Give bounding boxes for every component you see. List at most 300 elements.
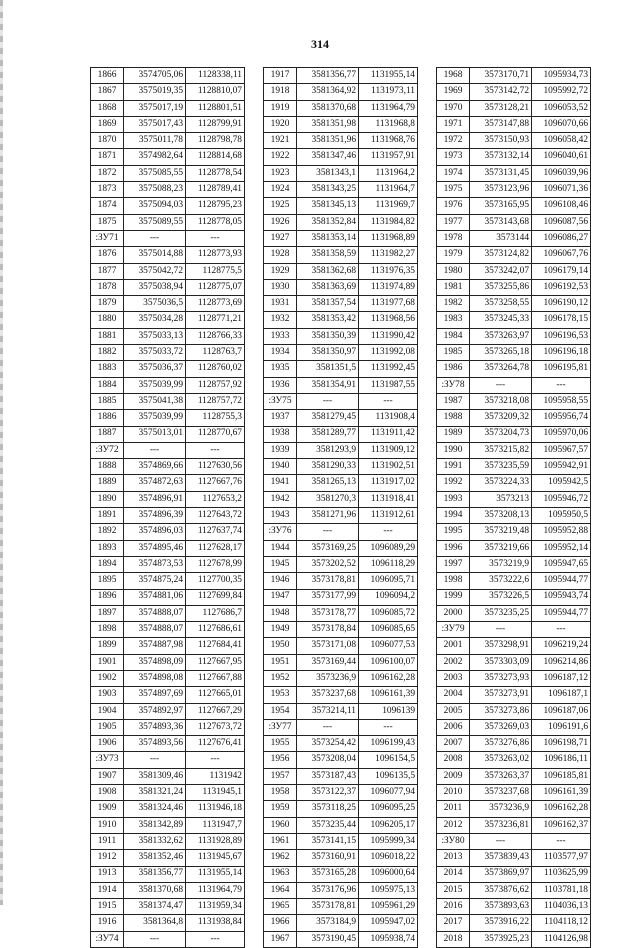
y-coordinate-cell: 1127678,99 [186, 556, 245, 572]
table-row [264, 345, 418, 361]
point-number-cell: 1964 [264, 882, 297, 898]
x-coordinate-cell: 3573242,07 [470, 263, 532, 279]
y-coordinate-cell: 1096214,86 [532, 654, 591, 670]
table-row [264, 524, 418, 540]
y-coordinate-cell: 1131982,27 [359, 247, 418, 263]
x-coordinate-cell: 3573202,52 [297, 556, 359, 572]
table-row [91, 817, 245, 833]
y-coordinate-cell: 1131912,61 [359, 508, 418, 524]
y-coordinate-cell: 1096162,28 [532, 801, 591, 817]
table-row [91, 328, 245, 344]
table-row [91, 361, 245, 377]
y-coordinate-cell: 1096086,27 [532, 230, 591, 246]
x-coordinate-cell: 3581363,69 [297, 279, 359, 295]
table-row [91, 524, 245, 540]
point-number-cell: 1890 [91, 491, 124, 507]
y-coordinate-cell: 1096040,61 [532, 149, 591, 165]
point-number-cell: :ЗУ76 [264, 524, 297, 540]
point-number-cell: :ЗУ79 [437, 622, 470, 638]
y-coordinate-cell: 1096118,29 [359, 556, 418, 572]
point-number-cell: 1924 [264, 182, 297, 198]
point-number-cell: 1921 [264, 133, 297, 149]
table-row [437, 785, 591, 801]
x-coordinate-cell: 3573298,91 [470, 638, 532, 654]
table-row [437, 410, 591, 426]
y-coordinate-cell: --- [532, 833, 591, 849]
table-row [437, 84, 591, 100]
x-coordinate-cell: 3573147,88 [470, 116, 532, 132]
point-number-cell: 1938 [264, 426, 297, 442]
point-number-cell: 1874 [91, 198, 124, 214]
y-coordinate-cell: 1131908,4 [359, 410, 418, 426]
table-row [91, 866, 245, 882]
point-number-cell: 1920 [264, 116, 297, 132]
table-row [264, 866, 418, 882]
table-row [264, 149, 418, 165]
table-row [91, 68, 245, 84]
table-row [91, 165, 245, 181]
x-coordinate-cell: 3581342,89 [124, 817, 186, 833]
x-coordinate-cell: 3573169,25 [297, 540, 359, 556]
point-number-cell: 1937 [264, 410, 297, 426]
y-coordinate-cell: 1095992,72 [532, 84, 591, 100]
x-coordinate-cell: 3573254,42 [297, 736, 359, 752]
point-number-cell: 1898 [91, 622, 124, 638]
point-number-cell: 2015 [437, 882, 470, 898]
y-coordinate-cell: 1095952,14 [532, 540, 591, 556]
point-number-cell: 1907 [91, 768, 124, 784]
x-coordinate-cell: 3573128,21 [470, 100, 532, 116]
y-coordinate-cell: 1103625,99 [532, 866, 591, 882]
y-coordinate-cell: 1096071,36 [532, 182, 591, 198]
y-coordinate-cell: 1095944,77 [532, 605, 591, 621]
y-coordinate-cell: 1127665,01 [186, 687, 245, 703]
table-row [264, 833, 418, 849]
y-coordinate-cell: 1096039,96 [532, 165, 591, 181]
x-coordinate-cell: 3573236,81 [470, 817, 532, 833]
table-row [264, 133, 418, 149]
y-coordinate-cell: 1095947,02 [359, 915, 418, 931]
y-coordinate-cell: 1104118,12 [532, 915, 591, 931]
point-number-cell: 1908 [91, 785, 124, 801]
y-coordinate-cell: 1127667,95 [186, 654, 245, 670]
y-coordinate-cell: --- [186, 442, 245, 458]
point-number-cell: 1998 [437, 573, 470, 589]
y-coordinate-cell: 1128778,54 [186, 165, 245, 181]
y-coordinate-cell: 1131918,41 [359, 491, 418, 507]
y-coordinate-cell: 1096095,71 [359, 573, 418, 589]
point-number-cell: 1965 [264, 899, 297, 915]
x-coordinate-cell: 3573222,6 [470, 573, 532, 589]
point-number-cell: 1895 [91, 573, 124, 589]
y-coordinate-cell: 1131917,02 [359, 475, 418, 491]
point-number-cell: 1981 [437, 279, 470, 295]
table-row [91, 393, 245, 409]
point-number-cell: 1878 [91, 279, 124, 295]
table-row [437, 801, 591, 817]
table-row [437, 817, 591, 833]
x-coordinate-cell: 3574875,24 [124, 573, 186, 589]
table-row [437, 540, 591, 556]
coordinates-table-3 [436, 67, 591, 948]
point-number-cell: 1982 [437, 296, 470, 312]
point-number-cell: 2008 [437, 752, 470, 768]
point-number-cell: 1991 [437, 459, 470, 475]
point-number-cell: 1953 [264, 687, 297, 703]
table-row [437, 100, 591, 116]
y-coordinate-cell: 1096089,29 [359, 540, 418, 556]
table-row [91, 719, 245, 735]
table-row [264, 393, 418, 409]
x-coordinate-cell: --- [470, 833, 532, 849]
y-coordinate-cell: 1096205,17 [359, 817, 418, 833]
table-row [437, 638, 591, 654]
point-number-cell: 1972 [437, 133, 470, 149]
table-row [264, 182, 418, 198]
x-coordinate-cell: 3573170,71 [470, 68, 532, 84]
table-row [91, 182, 245, 198]
table-row [264, 605, 418, 621]
x-coordinate-cell: 3581350,97 [297, 345, 359, 361]
x-coordinate-cell: 3573177,99 [297, 589, 359, 605]
point-number-cell: 1949 [264, 622, 297, 638]
y-coordinate-cell: 1131909,12 [359, 442, 418, 458]
point-number-cell: 1870 [91, 133, 124, 149]
table-row [264, 638, 418, 654]
y-coordinate-cell: 1128795,23 [186, 198, 245, 214]
x-coordinate-cell: 3581356,77 [297, 68, 359, 84]
y-coordinate-cell: 1127686,61 [186, 622, 245, 638]
point-number-cell: 1968 [437, 68, 470, 84]
y-coordinate-cell: 1096162,28 [359, 670, 418, 686]
point-number-cell: 1984 [437, 328, 470, 344]
table-row [437, 198, 591, 214]
table-row [91, 833, 245, 849]
y-coordinate-cell: 1127637,74 [186, 524, 245, 540]
point-number-cell: 1887 [91, 426, 124, 442]
x-coordinate-cell: 3575011,78 [124, 133, 186, 149]
y-coordinate-cell: 1128798,78 [186, 133, 245, 149]
y-coordinate-cell: 1096108,46 [532, 198, 591, 214]
x-coordinate-cell: 3573215,82 [470, 442, 532, 458]
table-row [437, 149, 591, 165]
table-row [91, 100, 245, 116]
point-number-cell: 1959 [264, 801, 297, 817]
table-row [264, 899, 418, 915]
y-coordinate-cell: 1095946,72 [532, 491, 591, 507]
table-row [437, 622, 591, 638]
point-number-cell: 1903 [91, 687, 124, 703]
x-coordinate-cell: 3573264,78 [470, 361, 532, 377]
point-number-cell: 1978 [437, 230, 470, 246]
y-coordinate-cell: 1127676,41 [186, 736, 245, 752]
table-row [91, 116, 245, 132]
point-number-cell: 1899 [91, 638, 124, 654]
y-coordinate-cell: 1104126,98 [532, 931, 591, 947]
y-coordinate-cell: 1096219,24 [532, 638, 591, 654]
y-coordinate-cell: 1128773,93 [186, 247, 245, 263]
y-coordinate-cell: 1131946,18 [186, 801, 245, 817]
y-coordinate-cell: 1096187,1 [532, 687, 591, 703]
point-number-cell: 1873 [91, 182, 124, 198]
y-coordinate-cell: 1096186,11 [532, 752, 591, 768]
x-coordinate-cell: 3575033,13 [124, 328, 186, 344]
x-coordinate-cell: 3581374,47 [124, 899, 186, 915]
table-row [91, 654, 245, 670]
y-coordinate-cell: --- [359, 524, 418, 540]
y-coordinate-cell: --- [532, 622, 591, 638]
point-number-cell: 1944 [264, 540, 297, 556]
table-row [437, 524, 591, 540]
table-row [437, 605, 591, 621]
x-coordinate-cell: 3574887,98 [124, 638, 186, 654]
x-coordinate-cell: 3573142,72 [470, 84, 532, 100]
x-coordinate-cell: 3581345,13 [297, 198, 359, 214]
point-number-cell: 1946 [264, 573, 297, 589]
point-number-cell: 1999 [437, 589, 470, 605]
y-coordinate-cell: 1095961,29 [359, 899, 418, 915]
x-coordinate-cell: 3581352,46 [124, 850, 186, 866]
table-row [91, 475, 245, 491]
y-coordinate-cell: 1095944,77 [532, 573, 591, 589]
point-number-cell: 1927 [264, 230, 297, 246]
table-row [91, 214, 245, 230]
y-coordinate-cell: 1095952,88 [532, 524, 591, 540]
point-number-cell: 1977 [437, 214, 470, 230]
table-row [91, 198, 245, 214]
x-coordinate-cell: 3575013,01 [124, 426, 186, 442]
y-coordinate-cell: 1131968,89 [359, 230, 418, 246]
point-number-cell: 1997 [437, 556, 470, 572]
table-row [437, 361, 591, 377]
x-coordinate-cell: 3573219,66 [470, 540, 532, 556]
table-row [264, 622, 418, 638]
y-coordinate-cell: 1096192,53 [532, 279, 591, 295]
y-coordinate-cell: 1096100,07 [359, 654, 418, 670]
point-number-cell: 1969 [437, 84, 470, 100]
table-row [91, 703, 245, 719]
x-coordinate-cell: 3573178,81 [297, 899, 359, 915]
x-coordinate-cell: --- [470, 622, 532, 638]
y-coordinate-cell: 1131945,1 [186, 785, 245, 801]
x-coordinate-cell: 3573263,37 [470, 768, 532, 784]
table-row [264, 426, 418, 442]
y-coordinate-cell: 1131964,7 [359, 182, 418, 198]
point-number-cell: 1994 [437, 508, 470, 524]
y-coordinate-cell: 1095942,91 [532, 459, 591, 475]
x-coordinate-cell: 3573131,45 [470, 165, 532, 181]
x-coordinate-cell: 3573178,77 [297, 605, 359, 621]
point-number-cell: 1875 [91, 214, 124, 230]
point-number-cell: 1992 [437, 475, 470, 491]
y-coordinate-cell: 1095934,73 [532, 68, 591, 84]
y-coordinate-cell: 1127667,29 [186, 703, 245, 719]
table-row [91, 377, 245, 393]
y-coordinate-cell: 1095950,5 [532, 508, 591, 524]
y-coordinate-cell: 1131957,91 [359, 149, 418, 165]
x-coordinate-cell: 3573204,73 [470, 426, 532, 442]
table-row [264, 785, 418, 801]
point-number-cell: 2006 [437, 719, 470, 735]
point-number-cell: 1985 [437, 345, 470, 361]
table-row [437, 654, 591, 670]
x-coordinate-cell: 3573876,62 [470, 882, 532, 898]
y-coordinate-cell: 1095942,5 [532, 475, 591, 491]
x-coordinate-cell: 3573160,91 [297, 850, 359, 866]
x-coordinate-cell: 3573218,08 [470, 393, 532, 409]
x-coordinate-cell: 3575036,5 [124, 296, 186, 312]
x-coordinate-cell: 3573150,93 [470, 133, 532, 149]
point-number-cell: 1960 [264, 817, 297, 833]
y-coordinate-cell: 1131992,08 [359, 345, 418, 361]
y-coordinate-cell: 1131911,42 [359, 426, 418, 442]
x-coordinate-cell: 3574881,06 [124, 589, 186, 605]
table-row [264, 361, 418, 377]
x-coordinate-cell: 3581350,39 [297, 328, 359, 344]
point-number-cell: 2011 [437, 801, 470, 817]
x-coordinate-cell: 3574705,06 [124, 68, 186, 84]
y-coordinate-cell: --- [186, 752, 245, 768]
y-coordinate-cell: --- [359, 719, 418, 735]
table-row [264, 687, 418, 703]
x-coordinate-cell: 3573190,45 [297, 931, 359, 947]
point-number-cell: 2016 [437, 899, 470, 915]
table-row [91, 622, 245, 638]
x-coordinate-cell: 3574872,63 [124, 475, 186, 491]
x-coordinate-cell: 3581353,42 [297, 312, 359, 328]
table-row [437, 296, 591, 312]
table-row [437, 556, 591, 572]
x-coordinate-cell: 3574896,91 [124, 491, 186, 507]
table-row [264, 475, 418, 491]
x-coordinate-cell: 3573144 [470, 230, 532, 246]
y-coordinate-cell: 1131947,7 [186, 817, 245, 833]
table-row [437, 736, 591, 752]
point-number-cell: :ЗУ72 [91, 442, 124, 458]
x-coordinate-cell: 3581357,54 [297, 296, 359, 312]
x-coordinate-cell: 3574893,36 [124, 719, 186, 735]
y-coordinate-cell: 1103577,97 [532, 850, 591, 866]
point-number-cell: 1914 [91, 882, 124, 898]
table-row [91, 915, 245, 931]
point-number-cell: 1922 [264, 149, 297, 165]
x-coordinate-cell: 3575089,55 [124, 214, 186, 230]
x-coordinate-cell: 3573916,22 [470, 915, 532, 931]
y-coordinate-cell: 1096161,39 [359, 687, 418, 703]
x-coordinate-cell: 3575019,35 [124, 84, 186, 100]
x-coordinate-cell: 3581290,33 [297, 459, 359, 475]
table-row [264, 247, 418, 263]
x-coordinate-cell: 3581332,62 [124, 833, 186, 849]
point-number-cell: 1889 [91, 475, 124, 491]
point-number-cell: :ЗУ80 [437, 833, 470, 849]
y-coordinate-cell: 1131968,56 [359, 312, 418, 328]
x-coordinate-cell: 3574869,66 [124, 459, 186, 475]
y-coordinate-cell: 1131955,14 [359, 68, 418, 84]
page-number: 314 [311, 37, 329, 51]
x-coordinate-cell: 3575038,94 [124, 279, 186, 295]
y-coordinate-cell: 1128757,92 [186, 377, 245, 393]
point-number-cell: 1904 [91, 703, 124, 719]
point-number-cell: 1894 [91, 556, 124, 572]
table-row [437, 328, 591, 344]
x-coordinate-cell: 3573132,14 [470, 149, 532, 165]
table-row [437, 850, 591, 866]
point-number-cell: 1974 [437, 165, 470, 181]
table-row [264, 768, 418, 784]
table-row [264, 198, 418, 214]
table-row [437, 703, 591, 719]
x-coordinate-cell: 3581353,14 [297, 230, 359, 246]
table-row [437, 589, 591, 605]
y-coordinate-cell: 1096077,94 [359, 785, 418, 801]
point-number-cell: 1923 [264, 165, 297, 181]
point-number-cell: 1988 [437, 410, 470, 426]
y-coordinate-cell: 1095943,74 [532, 589, 591, 605]
table-row [437, 426, 591, 442]
table-row [264, 230, 418, 246]
point-number-cell: 1912 [91, 850, 124, 866]
table-row [91, 133, 245, 149]
x-coordinate-cell: 3581321,24 [124, 785, 186, 801]
table-row [437, 263, 591, 279]
x-coordinate-cell: 3573219,48 [470, 524, 532, 540]
x-coordinate-cell: 3575094,03 [124, 198, 186, 214]
point-number-cell: 1893 [91, 540, 124, 556]
y-coordinate-cell: 1096199,43 [359, 736, 418, 752]
x-coordinate-cell: 3573143,68 [470, 214, 532, 230]
table-row [264, 296, 418, 312]
y-coordinate-cell: 1128775,5 [186, 263, 245, 279]
y-coordinate-cell: --- [532, 377, 591, 393]
y-coordinate-cell: 1127643,72 [186, 508, 245, 524]
x-coordinate-cell: 3574898,09 [124, 654, 186, 670]
x-coordinate-cell: 3573165,95 [470, 198, 532, 214]
x-coordinate-cell: 3581309,46 [124, 768, 186, 784]
table-row [91, 801, 245, 817]
table-row [91, 589, 245, 605]
x-coordinate-cell: 3581324,46 [124, 801, 186, 817]
y-coordinate-cell: 1095947,65 [532, 556, 591, 572]
point-number-cell: 1967 [264, 931, 297, 947]
point-number-cell: 1941 [264, 475, 297, 491]
table-row [264, 703, 418, 719]
point-number-cell: 1995 [437, 524, 470, 540]
point-number-cell: 2007 [437, 736, 470, 752]
table-row [264, 540, 418, 556]
y-coordinate-cell: 1128775,07 [186, 279, 245, 295]
point-number-cell: 1906 [91, 736, 124, 752]
table-row [91, 508, 245, 524]
table-row [437, 68, 591, 84]
point-number-cell: 1926 [264, 214, 297, 230]
y-coordinate-cell: 1131968,76 [359, 133, 418, 149]
y-coordinate-cell: 1128755,3 [186, 410, 245, 426]
y-coordinate-cell: 1128814,68 [186, 149, 245, 165]
point-number-cell: 1876 [91, 247, 124, 263]
x-coordinate-cell: 3574892,97 [124, 703, 186, 719]
table-row [91, 296, 245, 312]
table-row [91, 312, 245, 328]
point-number-cell: 1979 [437, 247, 470, 263]
x-coordinate-cell: 3573208,13 [470, 508, 532, 524]
point-number-cell: 1901 [91, 654, 124, 670]
y-coordinate-cell: 1096179,14 [532, 263, 591, 279]
point-number-cell: 1883 [91, 361, 124, 377]
x-coordinate-cell: --- [470, 377, 532, 393]
x-coordinate-cell: 3574896,03 [124, 524, 186, 540]
point-number-cell: 1966 [264, 915, 297, 931]
